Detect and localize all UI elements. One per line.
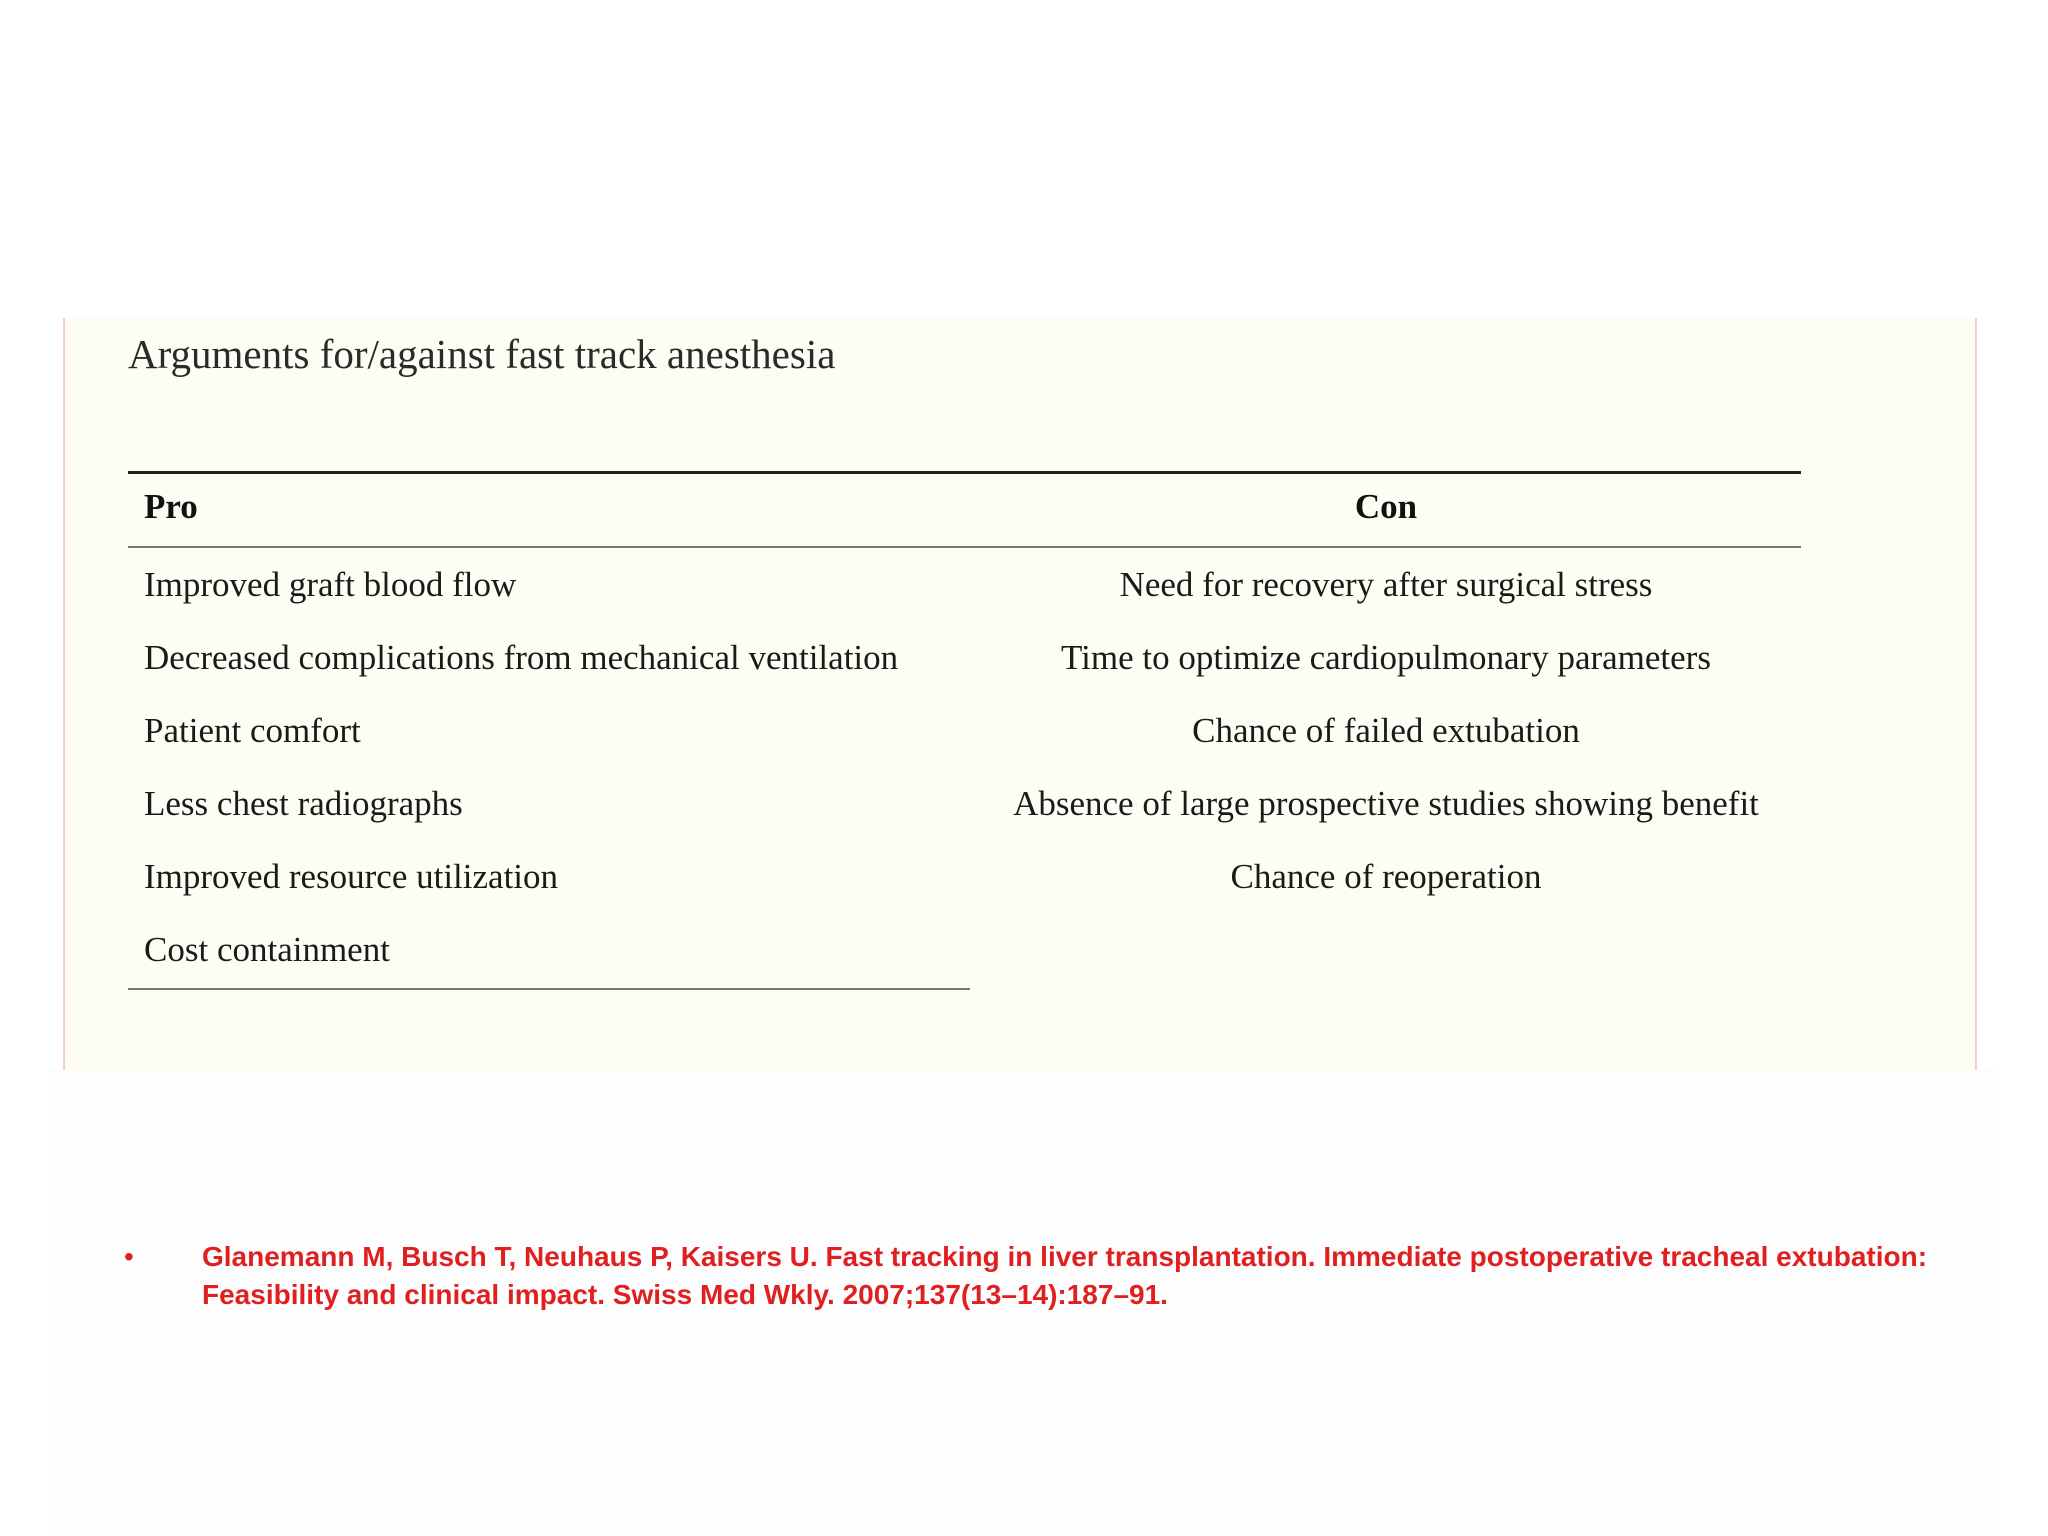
con-cell: Absence of large prospective studies showing benefit [1013, 784, 1759, 823]
table-header-rule [128, 546, 1801, 548]
pro-cell: Patient comfort [144, 711, 361, 750]
pro-cell: Less chest radiographs [144, 784, 463, 823]
column-header-pro: Pro [144, 487, 198, 526]
reference-citation: Glanemann M, Busch T, Neuhaus P, Kaisers U. Fast tracking in liver transplantation. Immediate postoperative tracheal extubation: Feasibility and clinical impact. Swiss Med Wkly. 2007;137(13–14):187–91. [202, 1241, 1928, 1310]
reference-bullet: • [124, 1241, 134, 1272]
con-cell: Chance of reoperation [1230, 857, 1542, 896]
con-cell: Time to optimize cardiopulmonary parameters [1061, 638, 1711, 677]
pro-cell: Improved graft blood flow [144, 565, 517, 604]
column-header-con: Con [1354, 487, 1418, 526]
pro-cell: Decreased complications from mechanical ventilation [144, 638, 899, 677]
pro-cell: Improved resource utilization [144, 857, 559, 896]
table-top-rule [128, 471, 1801, 474]
con-cell: Need for recovery after surgical stress [1119, 565, 1653, 604]
table-title: Arguments for/against fast track anesthesia [128, 331, 836, 377]
con-cell: Chance of failed extubation [1192, 711, 1580, 750]
table-bottom-rule [128, 988, 970, 990]
pro-cell: Cost containment [144, 930, 390, 969]
